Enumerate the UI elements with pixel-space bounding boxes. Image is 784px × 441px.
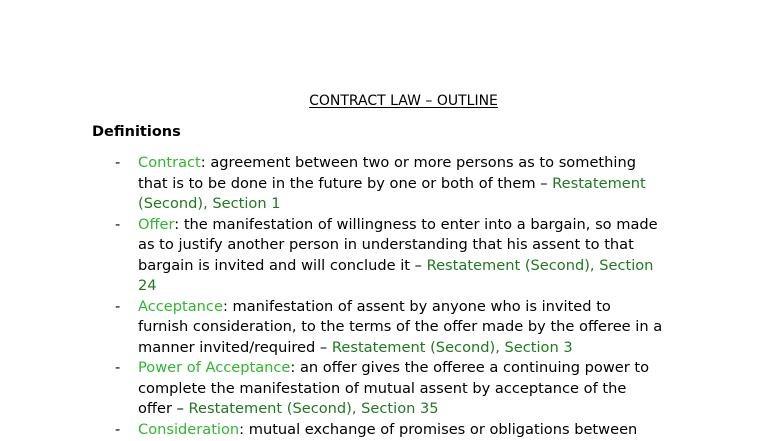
definition-line	[138, 420, 698, 441]
bullet-dash: -	[115, 420, 121, 438]
document-title: CONTRACT LAW – OUTLINE	[309, 93, 498, 109]
definition-term: Power of Acceptance	[138, 359, 291, 376]
bullet-dash: -	[115, 297, 121, 315]
definition-text: : mutual exchange of promises or obligations between	[239, 420, 638, 438]
definition-text: : agreement between two or more persons as to something	[200, 154, 636, 171]
definition-text: : manifestation of assent by anyone who is invited to	[222, 297, 611, 315]
definition-term: Offer	[138, 215, 175, 233]
definition-line	[138, 379, 698, 400]
definition-line	[138, 256, 698, 277]
definition-line	[138, 399, 698, 420]
definition-item	[0, 420, 698, 441]
definition-line	[138, 215, 698, 236]
definition-line	[138, 235, 698, 256]
definition-line	[138, 153, 698, 174]
definition-line	[138, 297, 698, 318]
definition-item	[0, 215, 698, 297]
definition-text: offer –	[138, 400, 189, 417]
bullet-dash: -	[115, 215, 121, 233]
definition-term: Contract	[138, 154, 201, 171]
restatement-citation: 24	[138, 277, 157, 294]
definition-text: manner invited/required –	[138, 338, 332, 356]
definition-line	[138, 174, 698, 195]
section-heading-definitions: Definitions	[92, 124, 181, 140]
definition-item	[0, 358, 698, 420]
definition-text: : an offer gives the offeree a continuing power to	[290, 359, 650, 376]
definition-line	[138, 338, 698, 359]
restatement-citation: Restatement (Second), Section 35	[188, 400, 439, 417]
bullet-dash: -	[115, 359, 121, 376]
restatement-citation: Restatement (Second), Section	[426, 256, 654, 274]
definition-line	[138, 317, 698, 338]
definition-item	[0, 153, 698, 215]
definition-item	[0, 297, 698, 359]
definition-text: as to justify another person in understanding that his assent to that	[138, 236, 634, 253]
bullet-dash: -	[115, 154, 121, 171]
restatement-citation: Restatement (Second), Section 3	[331, 338, 573, 356]
definition-line	[138, 276, 698, 297]
definition-text: bargain is invited and will conclude it –	[138, 256, 427, 274]
definition-line	[138, 194, 698, 215]
definitions-list	[0, 153, 698, 440]
definition-text: that is to be done in the future by one or both of them –	[138, 174, 553, 192]
definition-text: : the manifestation of willingness to enter into a bargain, so made	[174, 215, 658, 233]
definition-line	[138, 358, 698, 379]
definition-term: Consideration	[138, 420, 240, 438]
definition-text: complete the manifestation of mutual assent by acceptance of the	[138, 379, 627, 397]
restatement-citation: Restatement	[552, 174, 646, 192]
restatement-citation: (Second), Section 1	[138, 195, 281, 212]
definition-text: furnish consideration, to the terms of the offer made by the offeree in a	[138, 318, 663, 335]
definition-term: Acceptance	[138, 297, 223, 315]
